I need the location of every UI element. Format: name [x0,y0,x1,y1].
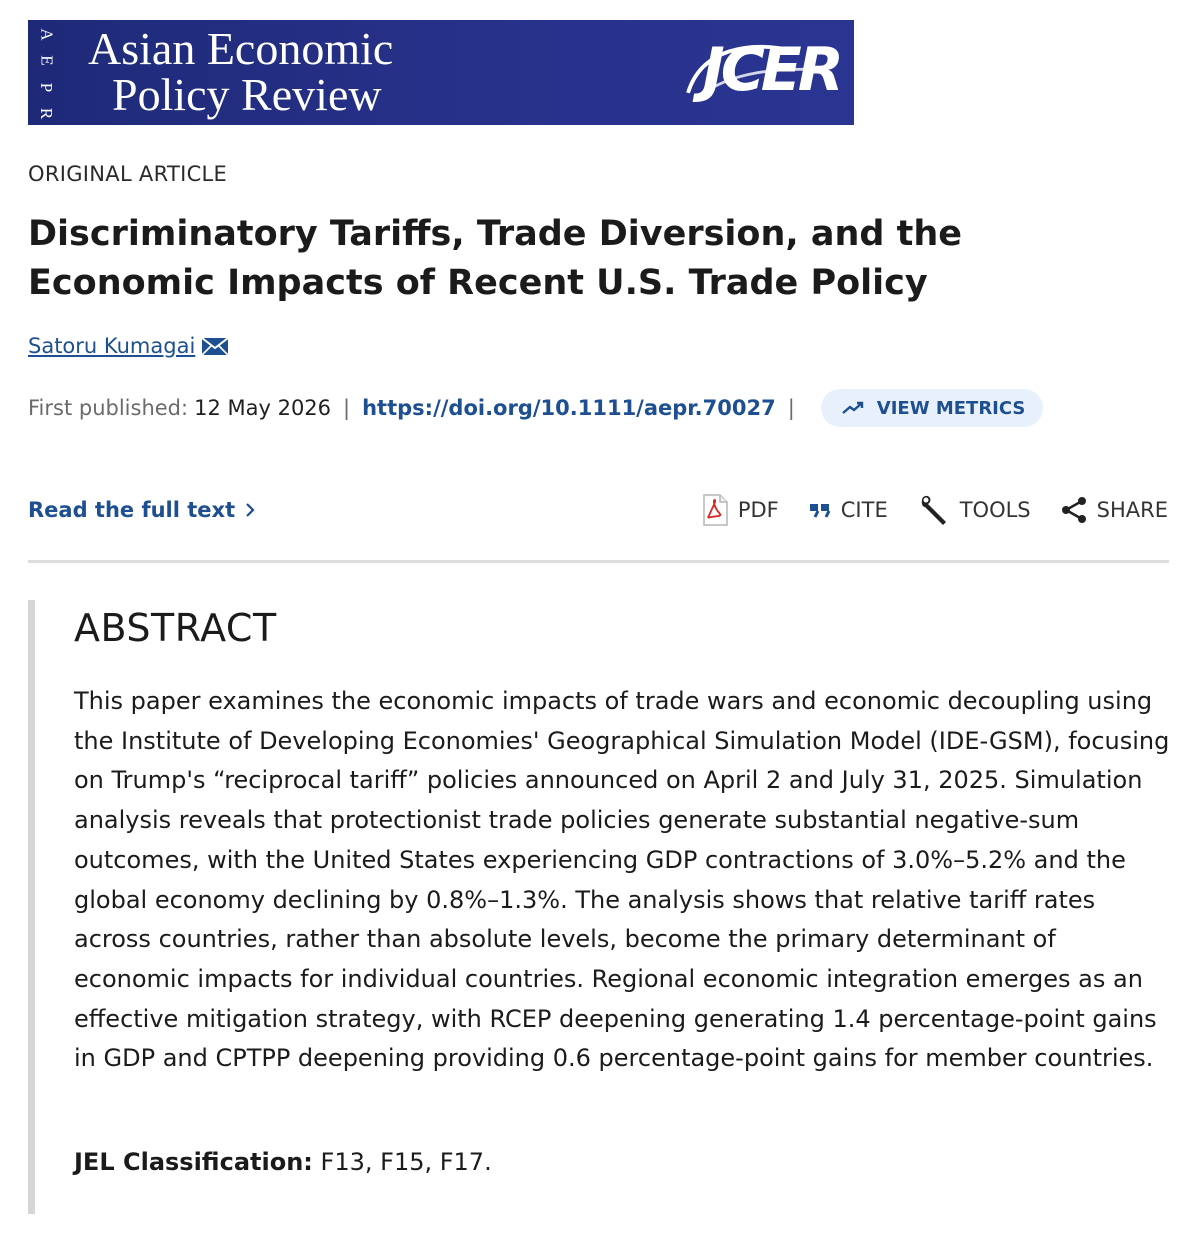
article-type: ORIGINAL ARTICLE [28,162,228,186]
jel-label: JEL Classification: [74,1148,313,1176]
acronym-letter: P [37,82,57,92]
acronym-letter: R [37,107,57,120]
jcer-logo: JCER [702,35,840,105]
acronym-letter: A [37,28,57,41]
journal-title-line2: Policy Review [112,69,382,120]
tools-label: TOOLS [959,498,1031,522]
share-label: SHARE [1096,498,1168,522]
article-toolbar [702,494,1168,526]
separator: | [343,396,351,420]
doi-link[interactable]: https://doi.org/10.1111/aepr.70027 [362,396,776,420]
abstract-heading: ABSTRACT [74,606,277,650]
share-button[interactable] [1061,496,1168,524]
share-icon [1061,496,1087,524]
cite-button[interactable] [809,498,888,522]
envelope-icon[interactable] [201,336,229,356]
cite-label: CITE [840,498,888,522]
author-name[interactable]: Satoru Kumagai [28,334,196,358]
journal-banner[interactable] [28,20,854,125]
jel-classification [74,1148,492,1176]
pdf-icon [702,494,728,526]
article-title: Discriminatory Tariffs, Trade Diversion, and the Economic Impacts of Recent U.S. Trade Policy [28,214,963,303]
journal-title-line1: Asian Economic [88,23,394,74]
abstract-body: This paper examines the economic impacts of trade wars and economic decoupling using the Institute of Developing Economies' Geographical Simulation Model (IDE-GSM), focusing on Trump's “reciprocal tariff” policies announced on April 2 and July 31, 2025. Simulation analysis reveals that protectionist trade policies generate substantial negative-sum outcomes, with the United States experiencing GDP contractions of 3.0%–5.2% and the global economy declining by 0.8%–1.3%. The analysis shows that relative tariff rates across countries, rather than absolute levels, become the primary determinant of economic impacts for individual countries. Regional economic integration emerges as an effective mitigation strategy, with RCEP deepening generating 1.4 percentage-point gains in GDP and CPTPP deepening providing 0.6 percentage-point gains for member countries. [74,687,1170,1073]
view-metrics-label: VIEW METRICS [876,397,1026,419]
quote-icon [809,502,831,518]
separator: | [787,396,795,420]
pdf-button[interactable] [702,494,779,526]
acronym-letter: E [37,55,57,67]
pdf-label: PDF [737,498,779,522]
abstract-section [28,600,1176,1214]
first-published-date: 12 May 2026 [194,396,332,420]
divider [28,560,1169,563]
wrench-icon [918,494,950,526]
tools-button[interactable] [918,494,1031,526]
banner-vertical-acronym [34,26,60,122]
first-published-label: First published: [28,396,189,420]
view-metrics-button[interactable] [821,389,1044,427]
read-full-text-link[interactable] [28,498,257,522]
read-full-text-label: Read the full text [28,498,236,522]
author-link[interactable] [28,334,229,358]
trend-up-icon [841,400,865,416]
chevron-right-icon [243,501,257,519]
publication-info [28,388,1043,428]
jel-codes: F13, F15, F17. [320,1148,492,1176]
